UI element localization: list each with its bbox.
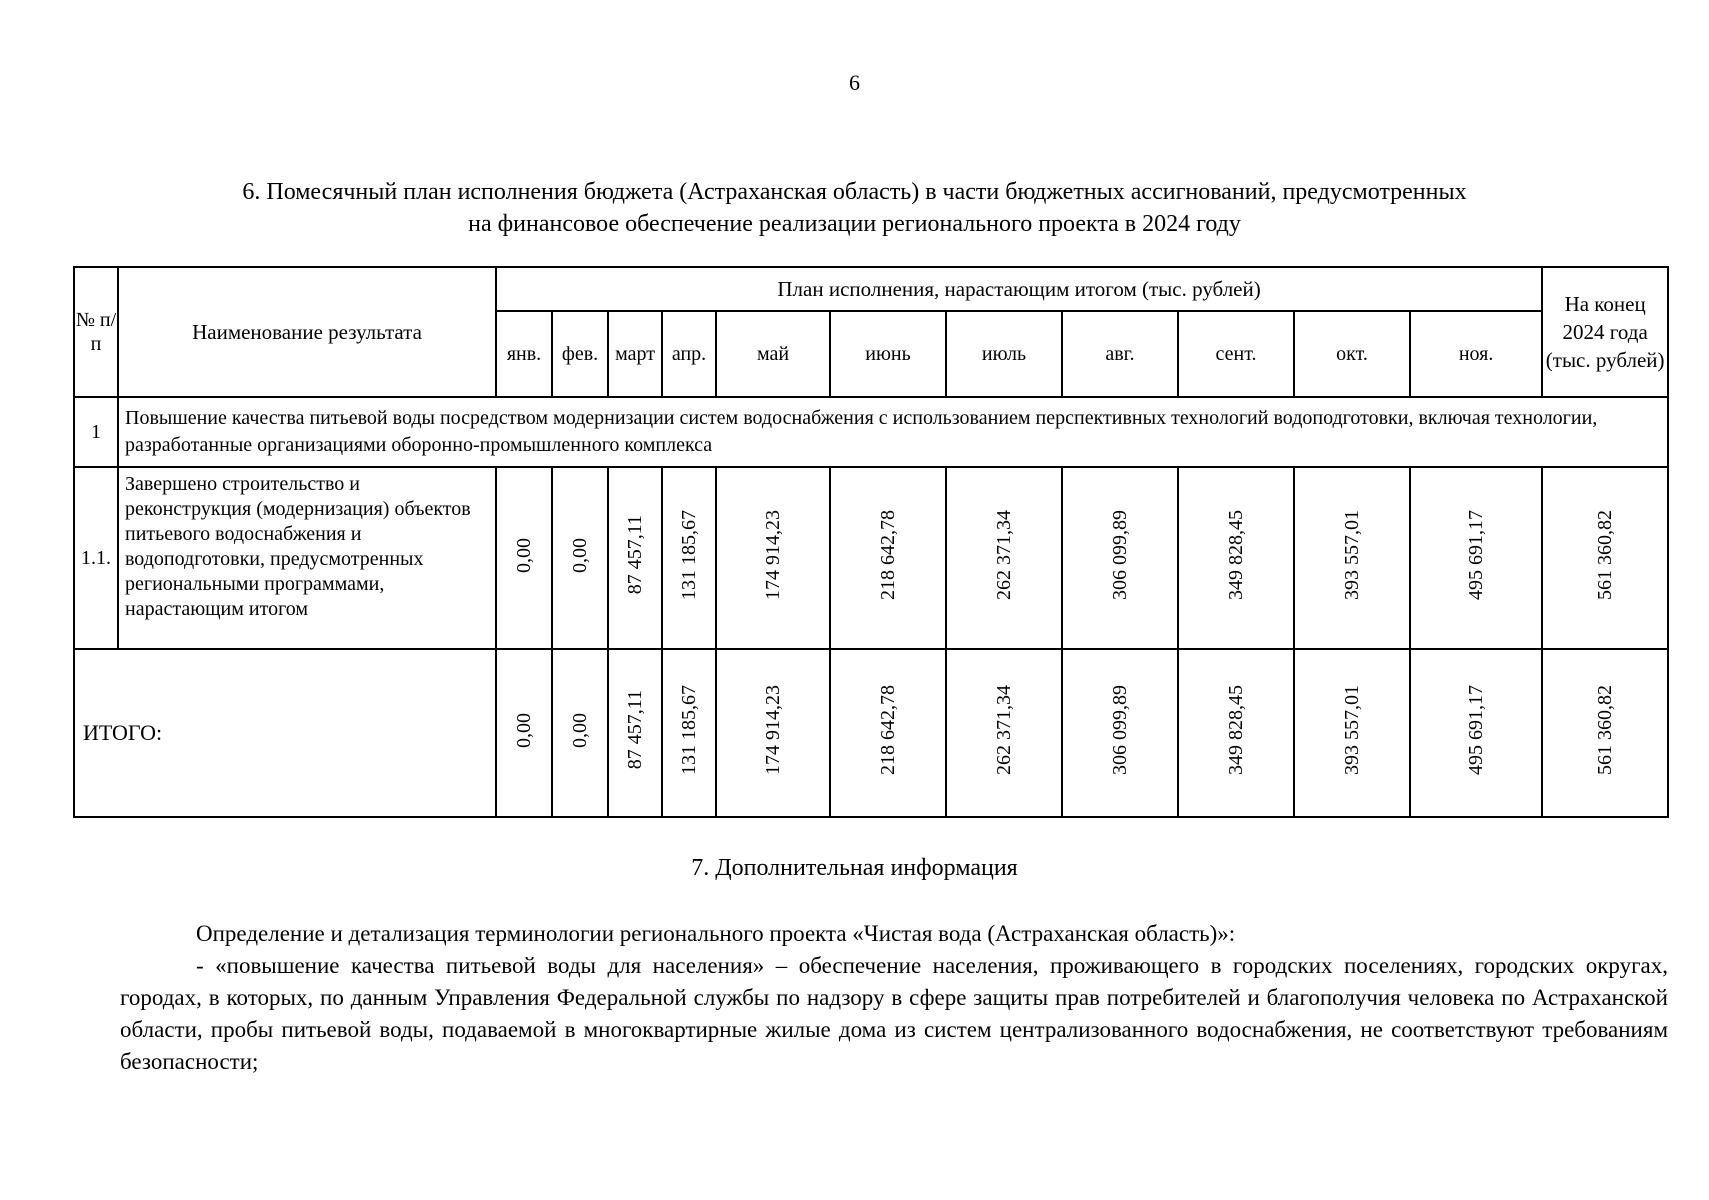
result-value-cell xyxy=(830,467,946,649)
total-value-cell xyxy=(608,649,662,817)
result-value-cell xyxy=(716,467,830,649)
total-value-cell xyxy=(1062,649,1178,817)
result-value-cell xyxy=(608,467,662,649)
result-value-cell xyxy=(552,467,608,649)
result-value: 495 691,17 xyxy=(1464,510,1487,600)
result-value: 87 457,11 xyxy=(623,515,646,595)
result-value: 131 185,67 xyxy=(677,510,700,600)
result-value: 349 828,45 xyxy=(1224,510,1247,600)
page-number: 6 xyxy=(849,70,860,95)
result-row xyxy=(74,467,1668,649)
header-month: сент. xyxy=(1178,311,1294,397)
total-value-cell xyxy=(1178,649,1294,817)
header-month: фев. xyxy=(552,311,608,397)
table-header-row-1 xyxy=(74,267,1668,311)
total-label: ИТОГО: xyxy=(74,649,496,817)
total-value: 306 099,89 xyxy=(1108,685,1131,775)
total-row xyxy=(74,649,1668,817)
total-value: 131 185,67 xyxy=(677,685,700,775)
result-end-value: 561 360,82 xyxy=(1593,510,1616,600)
result-value-cell xyxy=(662,467,716,649)
result-value-cell xyxy=(1410,467,1542,649)
section-6-title xyxy=(0,176,1709,240)
result-value-cell xyxy=(1062,467,1178,649)
header-month: июль xyxy=(946,311,1062,397)
total-value-cell xyxy=(946,649,1062,817)
section-6-title-line-1: 6. Помесячный план исполнения бюджета (Астраханская область) в части бюджетных ассигнований, предусмотренных xyxy=(242,179,1467,205)
header-month: июнь xyxy=(830,311,946,397)
total-value-cell xyxy=(830,649,946,817)
header-month: ноя. xyxy=(1410,311,1542,397)
result-number: 1.1. xyxy=(74,467,118,649)
result-value: 0,00 xyxy=(512,537,535,573)
result-end-value-cell xyxy=(1542,467,1668,649)
info-paragraph-2: - «повышение качества питьевой воды для населения» – обеспечение населения, проживающего в городских поселениях, городских округах, городах, в которых, по данным Управления Федеральной службы по надзору в сфере защиты прав потребителей и благополучия человека по Астраханской области, пробы питьевой воды, подаваемой в многоквартирные жилые дома из систем централизованного водоснабжения, не соответствуют требованиям безопасности; xyxy=(120,953,1668,1074)
budget-plan-table xyxy=(73,266,1669,818)
total-value: 218 642,78 xyxy=(876,685,899,775)
total-value: 0,00 xyxy=(568,712,591,748)
header-result-name: Наименование результата xyxy=(118,267,496,397)
result-value: 0,00 xyxy=(568,537,591,573)
total-value: 0,00 xyxy=(512,712,535,748)
header-plan: План исполнения, нарастающим итогом (тыс. рублей) xyxy=(496,267,1542,311)
header-month: янв. xyxy=(496,311,552,397)
total-value-cell xyxy=(552,649,608,817)
goal-text: Повышение качества питьевой воды посредством модернизации систем водоснабжения с использованием перспективных технологий водоподготовки, включая технологии, разработанные организациями оборонно-промышленного комплекса xyxy=(118,397,1668,467)
header-end-of-year: На конец 2024 года (тыс. рублей) xyxy=(1542,267,1668,397)
result-value-cell xyxy=(946,467,1062,649)
result-value: 218 642,78 xyxy=(876,510,899,600)
total-value-cell xyxy=(662,649,716,817)
total-value: 87 457,11 xyxy=(623,690,646,770)
total-value: 495 691,17 xyxy=(1464,685,1487,775)
result-value: 306 099,89 xyxy=(1108,510,1131,600)
total-end-value: 561 360,82 xyxy=(1593,685,1616,775)
additional-info xyxy=(120,918,1668,1078)
header-number: № п/п xyxy=(74,267,118,397)
result-value: 393 557,01 xyxy=(1340,510,1363,600)
result-value-cell xyxy=(1294,467,1410,649)
header-month: май xyxy=(716,311,830,397)
section-6-title-line-2: на финансовое обеспечение реализации регионального проекта в 2024 году xyxy=(468,211,1241,237)
section-7-title: 7. Дополнительная информация xyxy=(691,855,1018,881)
info-paragraph-1: Определение и детализация терминологии регионального проекта «Чистая вода (Астраханская область)»: xyxy=(196,921,1236,946)
total-value-cell xyxy=(1294,649,1410,817)
total-value-cell xyxy=(716,649,830,817)
result-value: 174 914,23 xyxy=(761,510,784,600)
result-text: Завершено строительство и реконструкция (модернизация) объектов питьевого водоснабжения и водоподготовки, предусмотренных региональными программами, нарастающим итогом xyxy=(118,467,496,649)
header-month: март xyxy=(608,311,662,397)
total-value: 262 371,34 xyxy=(992,685,1015,775)
total-value-cell xyxy=(1410,649,1542,817)
total-value: 349 828,45 xyxy=(1224,685,1247,775)
goal-number: 1 xyxy=(74,397,118,467)
total-value: 174 914,23 xyxy=(761,685,784,775)
result-value-cell xyxy=(1178,467,1294,649)
total-value-cell xyxy=(496,649,552,817)
total-end-value-cell xyxy=(1542,649,1668,817)
header-month: окт. xyxy=(1294,311,1410,397)
result-value-cell xyxy=(496,467,552,649)
header-month: апр. xyxy=(662,311,716,397)
result-value: 262 371,34 xyxy=(992,510,1015,600)
total-value: 393 557,01 xyxy=(1340,685,1363,775)
header-month: авг. xyxy=(1062,311,1178,397)
goal-row xyxy=(74,397,1668,467)
